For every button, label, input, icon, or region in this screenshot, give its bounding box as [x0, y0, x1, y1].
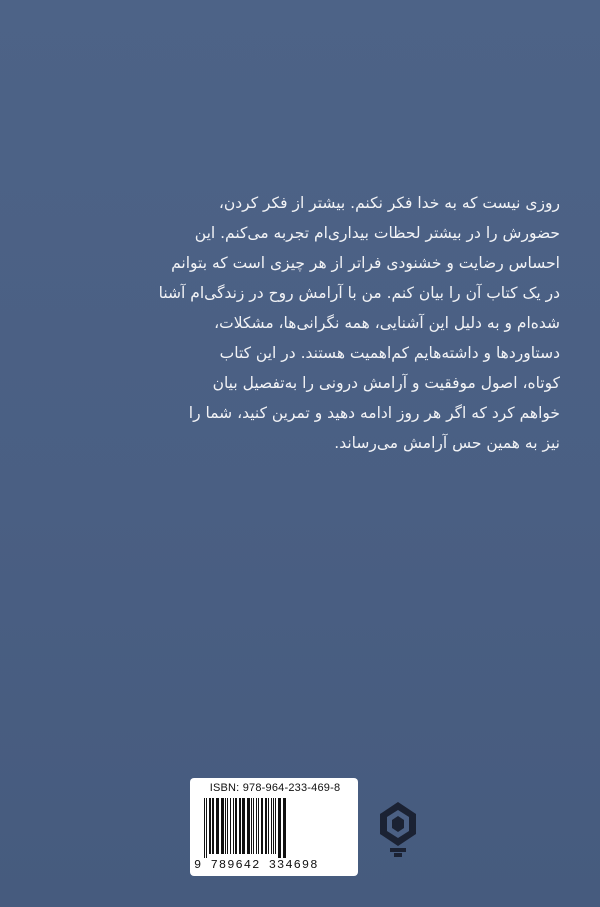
barcode-bar [242, 798, 245, 854]
isbn-text: ISBN: 978-964-233-469-8 [209, 782, 341, 794]
barcode-bar [221, 798, 224, 854]
barcode-bar [275, 798, 276, 854]
barcode-bar [268, 798, 269, 854]
barcode-bar [239, 798, 241, 854]
barcode-bar [247, 798, 250, 854]
barcode-bar [225, 798, 226, 854]
blurb-text [40, 188, 560, 458]
barcode-bar [251, 798, 252, 854]
barcode-bar [278, 798, 281, 858]
blurb-line: روزی نیست که به خدا فکر نکنم. بیشتر از فکر کردن، [218, 194, 560, 212]
barcode-bar [204, 798, 205, 858]
barcode-bars [204, 798, 344, 858]
blurb-line: خواهم کرد که اگر هر روز ادامه دهید و تمرین کنید، شما را [188, 404, 560, 422]
barcode-bar [261, 798, 263, 854]
barcode-bar [209, 798, 211, 854]
barcode-bar [258, 798, 259, 854]
blurb-line: نیز به همین حس آرامش می‌رساند. [334, 434, 560, 452]
barcode-bar [206, 798, 207, 858]
barcode-bar [273, 798, 274, 854]
barcode-bar [283, 798, 286, 858]
barcode-label [190, 778, 358, 876]
blurb-line: کوتاه، اصول موفقیت و آرامش درونی را به‌تفصیل بیان [212, 374, 560, 392]
blurb-line: احساس رضایت و خشنودی فراتر از هر چیزی است که بتوانم [171, 254, 560, 272]
barcode-bar [235, 798, 237, 854]
blurb-line: دستاوردها و داشته‌هایم کم‌اهمیت هستند. در این کتاب [219, 344, 560, 362]
barcode-bar [256, 798, 257, 854]
barcode-bar [212, 798, 214, 854]
barcode-bar [265, 798, 267, 854]
publisher-logo-icon [376, 800, 420, 860]
barcode-bar [216, 798, 219, 854]
barcode-bar [233, 798, 234, 854]
barcode-bar [253, 798, 254, 854]
blurb-line: حضورش را در بیشتر لحظات بیداری‌ام تجربه می‌کنم. این [194, 224, 560, 242]
ean-digits: 9 789642 334698 [194, 858, 319, 872]
barcode-bar [227, 798, 228, 854]
barcode-bar [230, 798, 231, 854]
blurb-line: شده‌ام و به دلیل این آشنایی، همه نگرانی‌ها، مشکلات، [214, 314, 560, 332]
blurb-line: در یک کتاب آن را بیان کنم. من با آرامش روح در زندگی‌ام آشنا [158, 284, 560, 302]
barcode-bar [271, 798, 272, 854]
